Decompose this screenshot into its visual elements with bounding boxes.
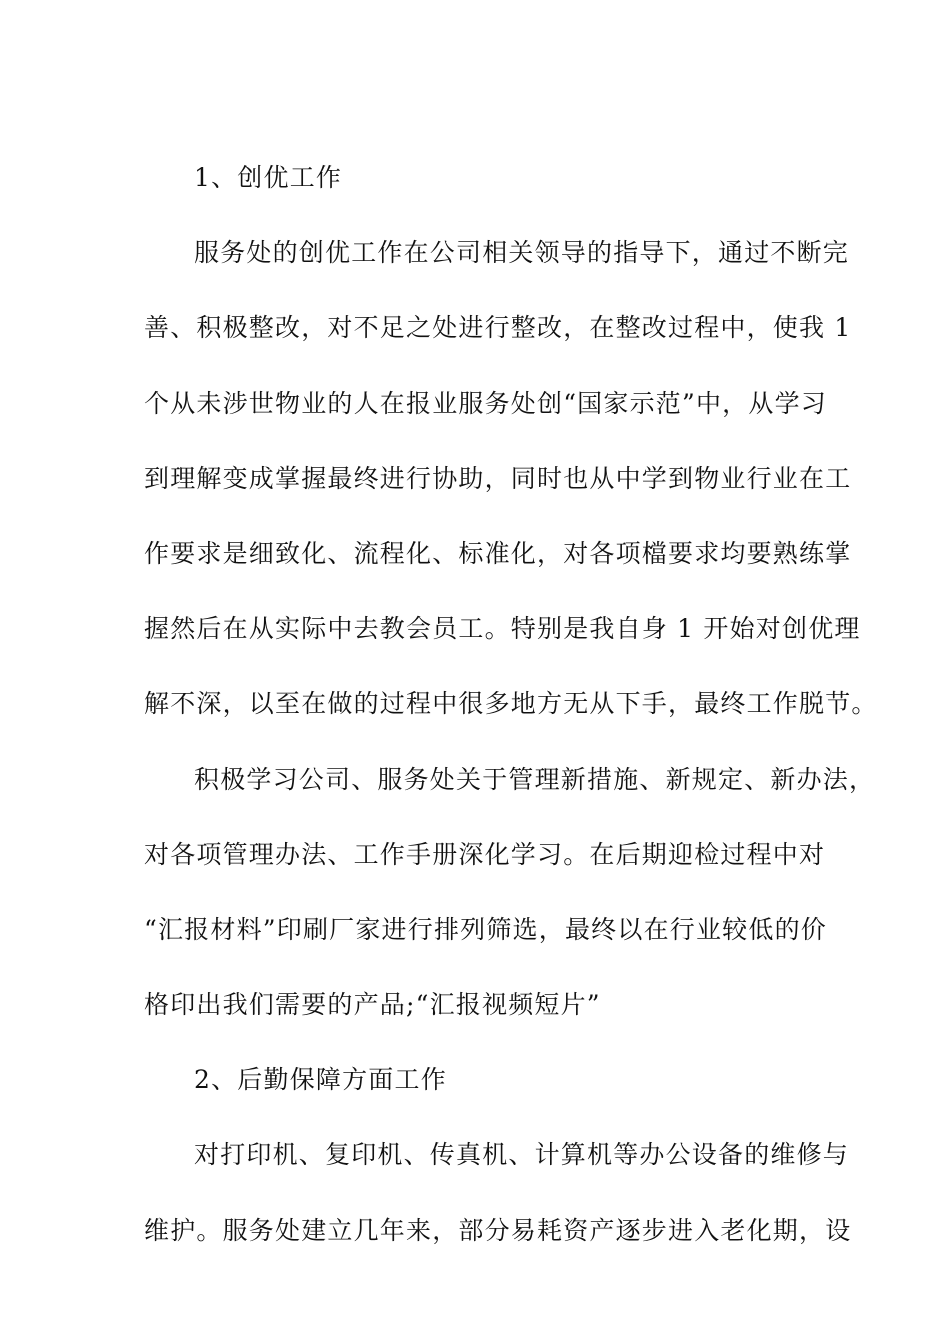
paragraph-line: 对各项管理办法、工作手册深化学习。在后期迎检过程中对: [144, 839, 826, 869]
paragraph-line: 格印出我们需要的产品;“汇报视频短片”: [144, 990, 601, 1020]
paragraph-line: 作要求是细致化、流程化、标准化，对各项檔要求均要熟练掌: [144, 538, 852, 568]
paragraph-line: 善、积极整改，对不足之处进行整改，在整改过程中，使我 1: [144, 313, 852, 343]
paragraph-line: 个从未涉世物业的人在报业服务处创“国家示范”中，从学习: [144, 388, 827, 418]
paragraph-line: 服务处的创优工作在公司相关领导的指导下，通过不断完: [194, 238, 850, 268]
paragraph-line: “汇报材料”印刷厂家进行排列筛选，最终以在行业较低的价: [144, 914, 827, 944]
paragraph-line: 到理解变成掌握最终进行协助，同时也从中学到物业行业在工: [144, 463, 852, 493]
paragraph-line: 积极学习公司、服务处关于管理新措施、新规定、新办法，: [194, 764, 876, 794]
section-heading-2: 2、后勤保障方面工作: [194, 1065, 447, 1095]
section-heading-1: 1、创优工作: [194, 163, 343, 192]
paragraph-line: 对打印机、复印机、传真机、计算机等办公设备的维修与: [194, 1140, 850, 1170]
paragraph-line: 握然后在从实际中去教会员工。特别是我自身 1 开始对创优理: [144, 614, 861, 644]
paragraph-line: 维护。服务处建立几年来，部分易耗资产逐步进入老化期，设: [144, 1215, 852, 1245]
paragraph-line: 解不深，以至在做的过程中很多地方无从下手，最终工作脱节。: [144, 689, 878, 719]
